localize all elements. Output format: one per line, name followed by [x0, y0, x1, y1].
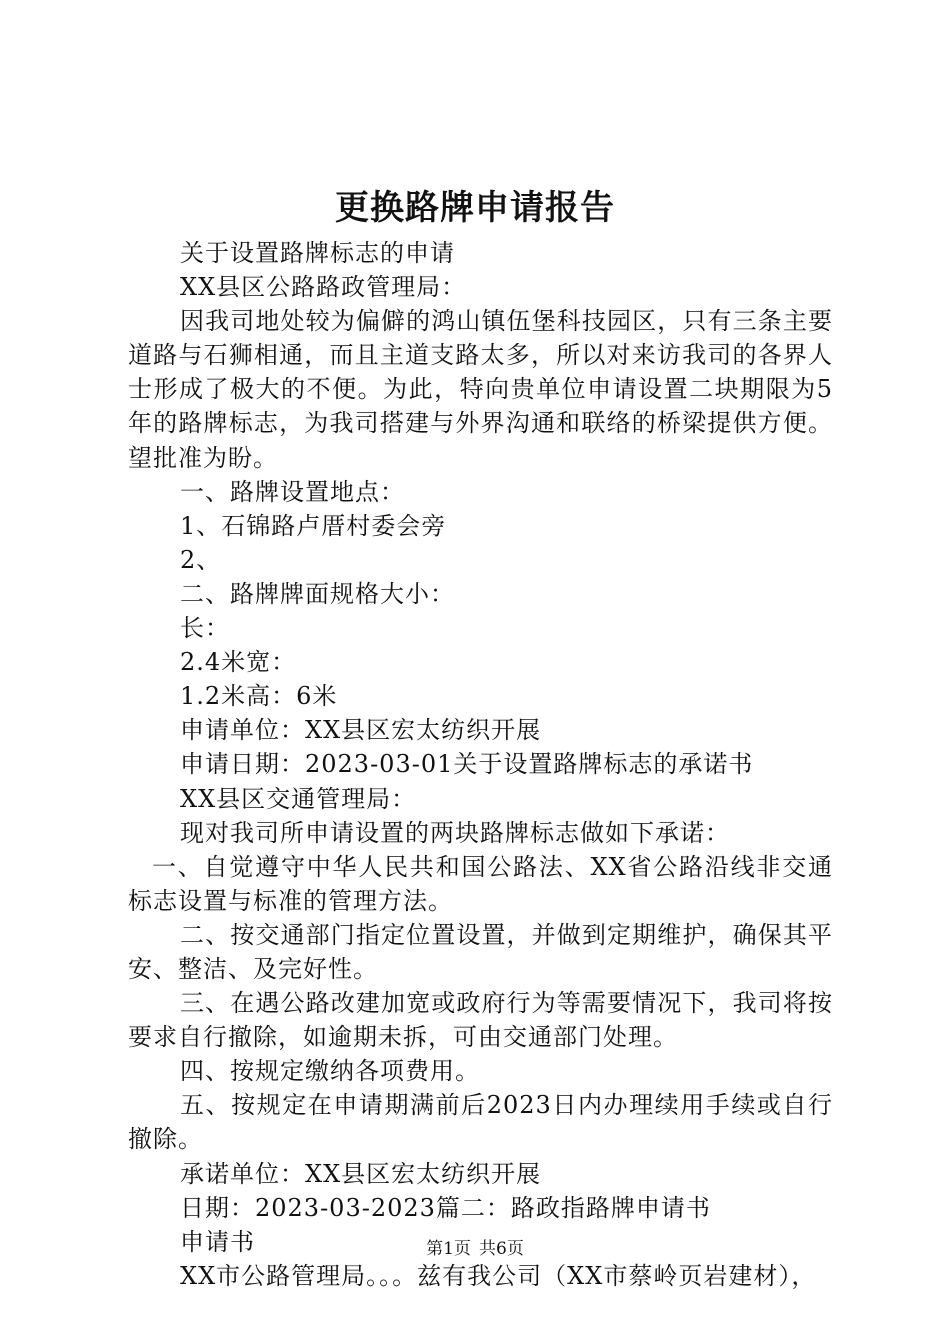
paragraph-section-size: 二、路牌牌面规格大小：	[180, 579, 455, 608]
paragraph-apply-date: 申请日期：2023-03-01关于设置路牌标志的承诺书	[180, 750, 754, 779]
paragraph-commitment-4: 四、按规定缴纳各项费用。	[180, 1057, 480, 1086]
paragraph-height: 1.2米高：6米	[180, 682, 338, 711]
paragraph-applicant: 申请单位：XX县区宏太纺织开展	[180, 716, 542, 745]
paragraph-commitment-3: 三、在遇公路改建加宽或政府行为等需要情况下，我司将按要求自行撤除，如逾期未拆，可由交通部门处理。	[128, 989, 833, 1052]
paragraph-location-2: 2、	[180, 545, 222, 574]
paragraph-committer: 承诺单位：XX县区宏太纺织开展	[180, 1159, 542, 1188]
paragraph-commitment-5: 五、按规定在申请期满前后2023日内办理续用手续或自行撤除。	[128, 1091, 833, 1154]
paragraph-commitment-intro: 现对我司所申请设置的两块路牌标志做如下承诺：	[180, 818, 730, 847]
paragraph-location-1: 1、石锦路卢厝村委会旁	[180, 511, 447, 540]
paragraph-heading: 关于设置路牌标志的申请	[180, 239, 455, 267]
document-title: 更换路牌申请报告	[335, 188, 615, 228]
paragraph-width: 2.4米宽：	[180, 648, 297, 677]
paragraph-letter-start: XX市公路管理局。。。兹有我公司（XX市蔡岭页岩建材），	[180, 1261, 817, 1290]
paragraph-addressee-2: XX县区交通管理局：	[180, 784, 417, 813]
paragraph-letter-title: 申请书	[180, 1227, 255, 1256]
page-total: 共6页	[479, 1239, 524, 1259]
page-footer	[0, 1237, 950, 1261]
paragraph-commitment-2: 二、按交通部门指定位置设置，并做到定期维护，确保其平安、整洁、及完好性。	[128, 920, 833, 983]
paragraph-length: 长：	[180, 614, 230, 643]
paragraph-commit-date: 日期：2023-03-2023篇二：路政指路牌申请书	[180, 1193, 711, 1222]
paragraph-addressee: XX县区公路路政管理局：	[180, 273, 467, 302]
paragraph-section-location: 一、路牌设置地点：	[180, 477, 405, 506]
document-body	[128, 236, 833, 1293]
paragraph-commitment-1: 一、自觉遵守中华人民共和国公路法、XX省公路沿线非交通标志设置与标准的管理方法。	[128, 852, 833, 915]
page-number: 第1页	[426, 1239, 471, 1259]
paragraph-request-body: 因我司地处较为偏僻的鸿山镇伍堡科技园区，只有三条主要道路与石狮相通，而且主道支路太多，所以对来访我司的各界人士形成了极大的不便。为此，特向贵单位申请设置二块期限为5年的路牌标志，为我司搭建与外界沟通和联络的桥梁提供方便。望批准为盼。	[128, 307, 833, 472]
